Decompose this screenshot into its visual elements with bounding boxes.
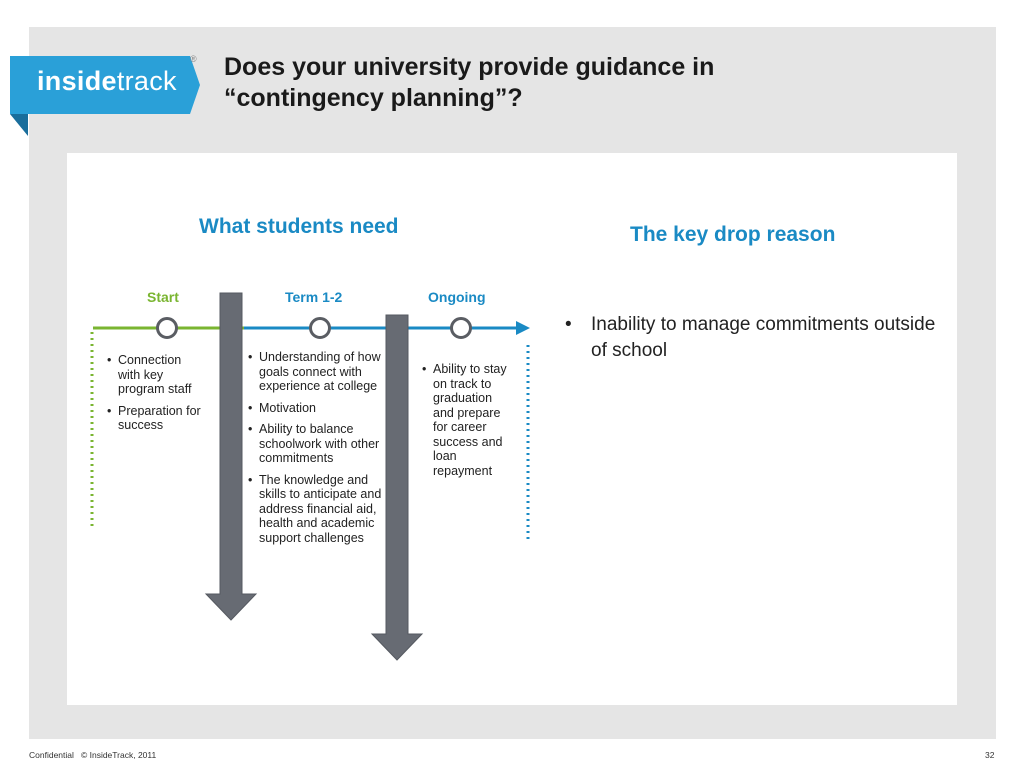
phase-label-term: Term 1-2 [285,289,343,305]
ongoing-needs-list [421,362,511,485]
list-item: • Connection with key program staff [106,353,206,397]
list-item: • The knowledge and skills to anticipate and address financial aid, health and academic support challenges [247,473,382,546]
page-number: 32 [985,750,995,760]
timeline-node-term [311,319,330,338]
start-needs-list [106,353,206,440]
list-item: • Ability to stay on track to graduation and prepare for career success and loan repayment [421,362,511,478]
list-item: • Motivation [247,401,382,416]
timeline-arrowhead [516,321,530,335]
heading-what-students-need: What students need [199,215,399,238]
timeline-node-ongoing [452,319,471,338]
heading-key-drop-reason: The key drop reason [630,223,836,246]
list-item: • Ability to balance schoolwork with other commitments [247,422,382,466]
term-needs-list [247,350,382,552]
timeline-node-start [158,319,177,338]
list-item: • Understanding of how goals connect with experience at college [247,350,382,394]
logo-text-inside: inside [37,66,117,96]
drop-reason-list [565,312,945,364]
title-line-1: Does your university provide guidance in [224,53,715,81]
registered-mark: ® [190,54,197,64]
logo-text-track: track [116,66,177,96]
title-line-2: “contingency planning”? [224,84,523,112]
list-item: • Preparation for success [106,404,206,433]
phase-label-start: Start [147,289,179,305]
phase-label-ongoing: Ongoing [428,289,486,305]
list-item: • Inability to manage commitments outside of school [565,312,945,364]
footer-confidential: Confidential © InsideTrack, 2011 [29,750,157,760]
